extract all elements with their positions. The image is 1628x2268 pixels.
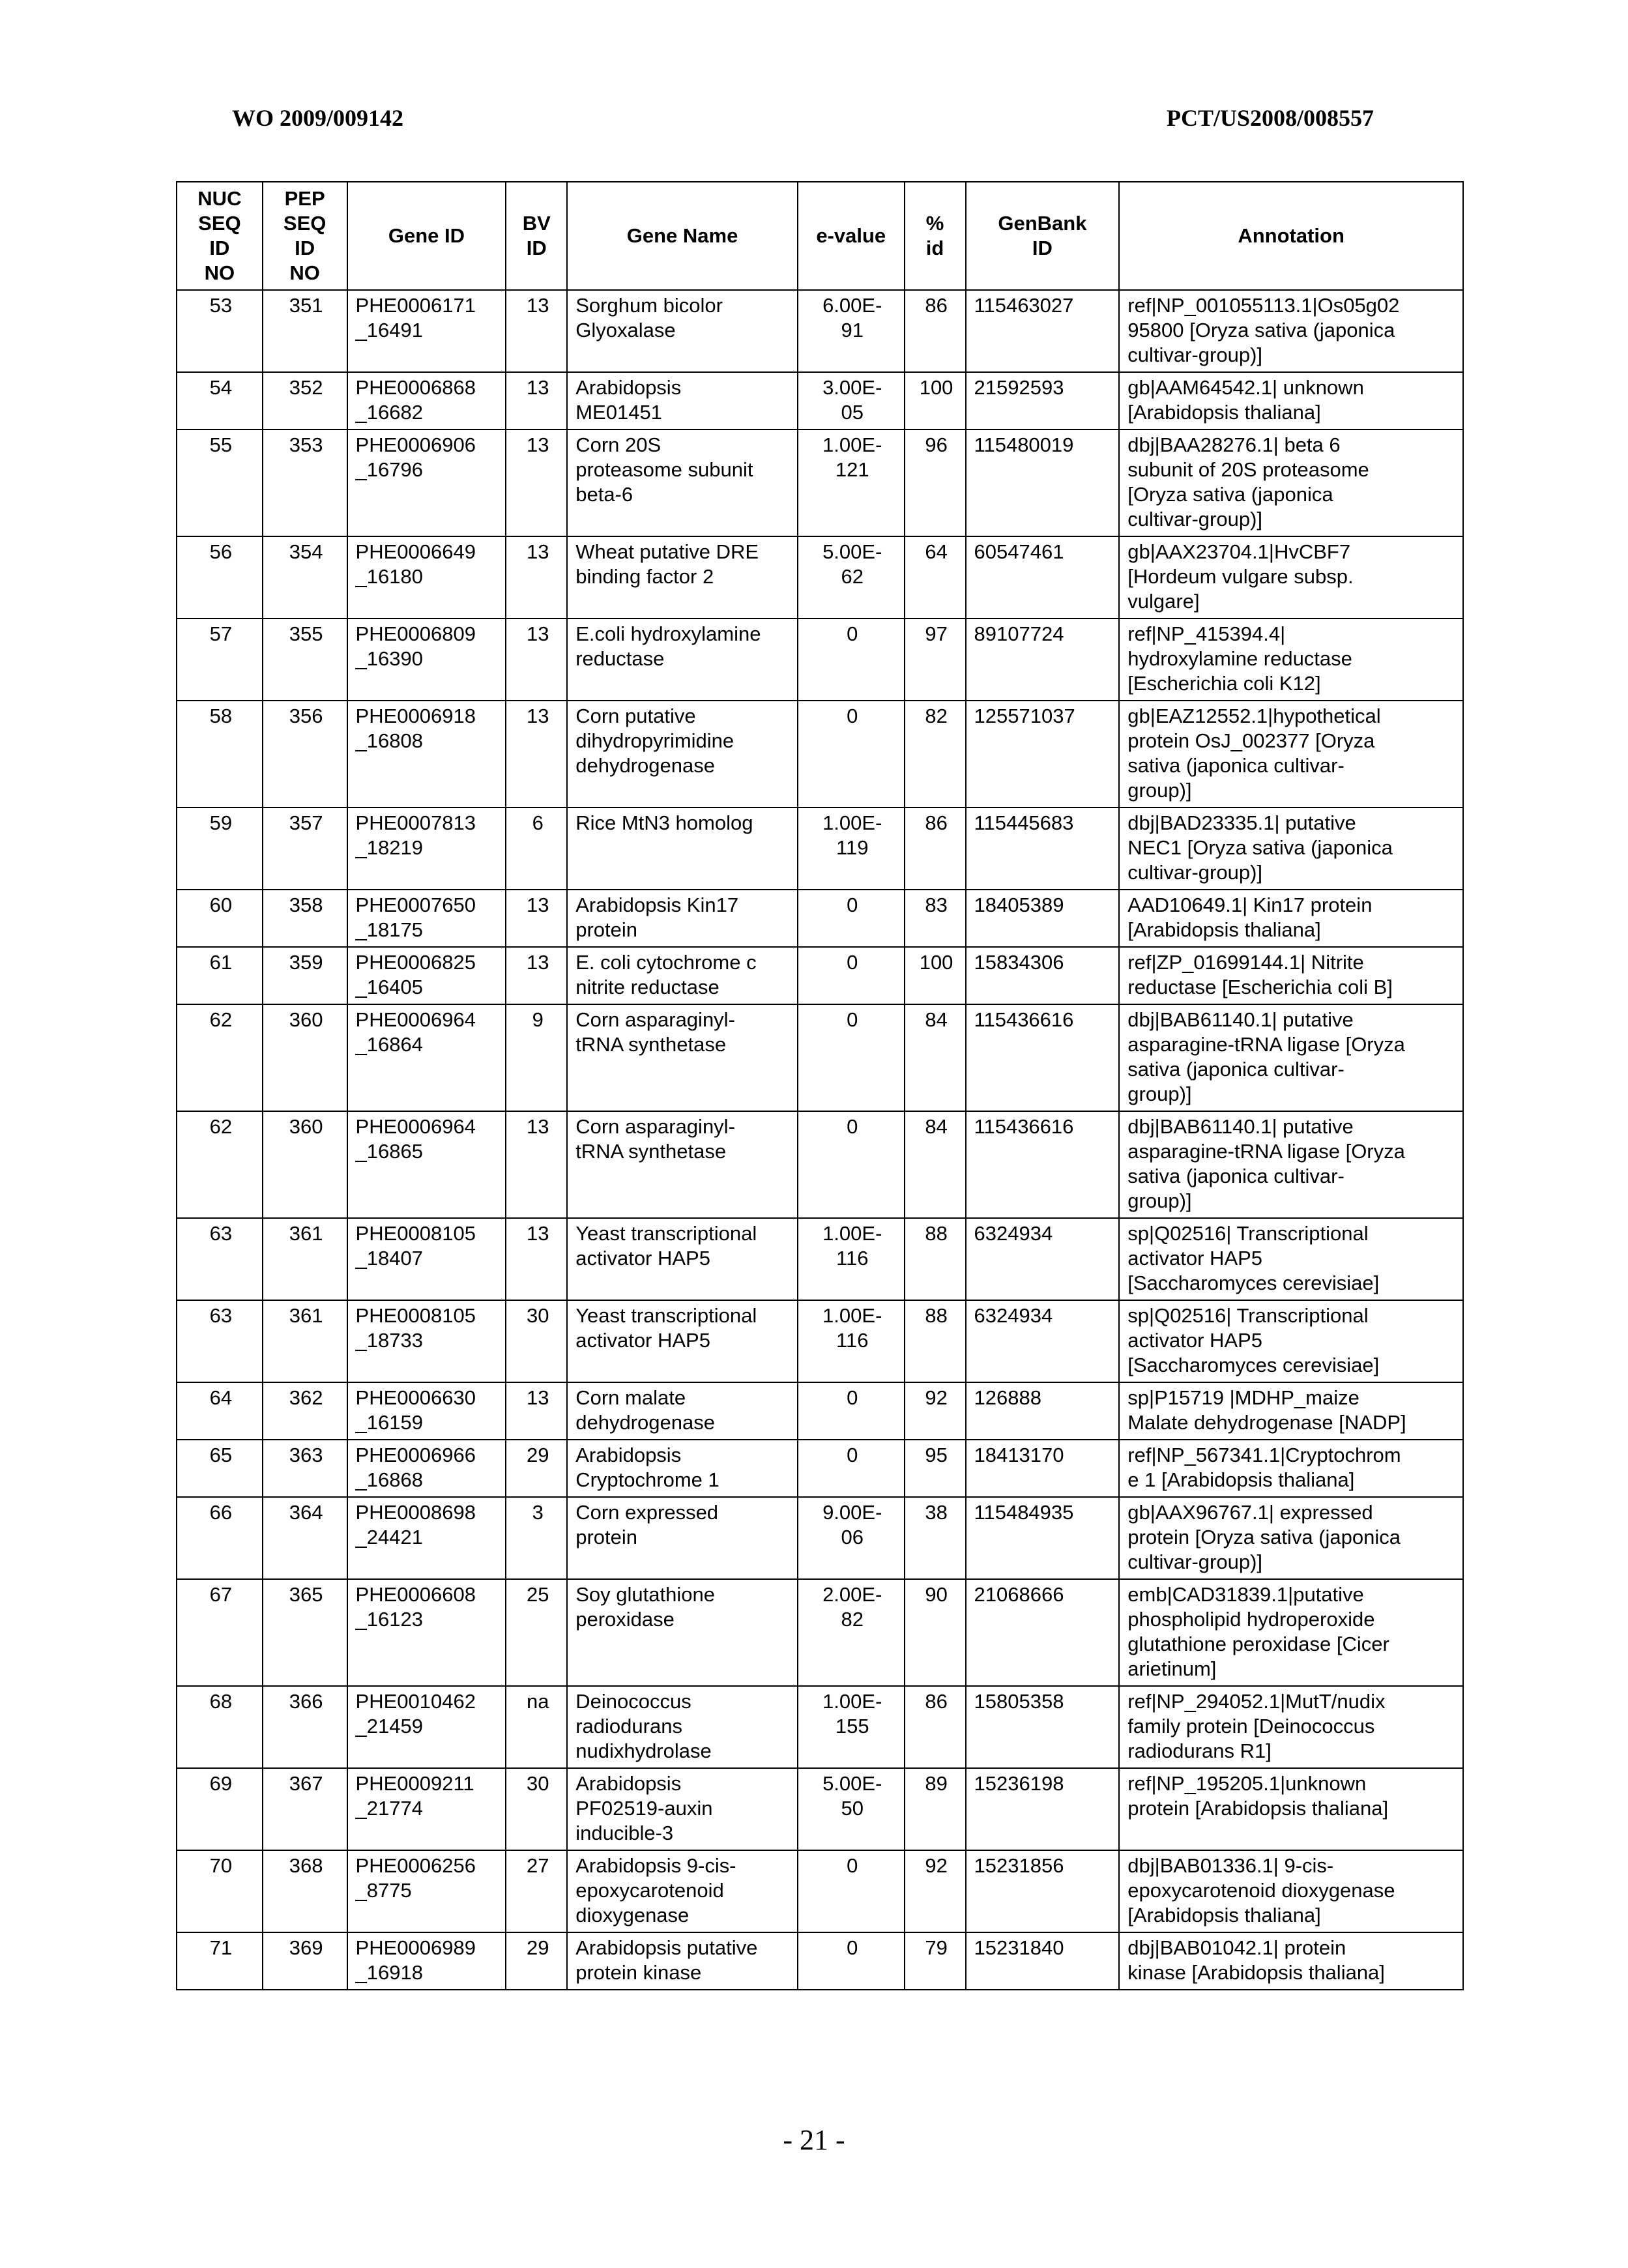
cell-gene-id: PHE0006868 _16682 <box>347 372 506 429</box>
cell-pep-seq-id: 356 <box>263 701 347 807</box>
cell-nuc-seq-id: 70 <box>177 1850 263 1932</box>
cell-pep-seq-id: 360 <box>263 1111 347 1218</box>
cell-pep-seq-id: 357 <box>263 807 347 890</box>
cell-bv-id: 13 <box>506 429 567 536</box>
cell-gene-name: E.coli hydroxylamine reductase <box>567 618 798 701</box>
cell-pep-seq-id: 358 <box>263 890 347 947</box>
cell-bv-id: 13 <box>506 947 567 1004</box>
col-header-genbank-id: GenBank ID <box>966 182 1120 290</box>
cell-percent-id: 64 <box>905 536 966 618</box>
cell-nuc-seq-id: 54 <box>177 372 263 429</box>
cell-gene-id: PHE0008105 _18407 <box>347 1218 506 1300</box>
cell-gene-name: Corn 20S proteasome subunit beta-6 <box>567 429 798 536</box>
cell-gene-id: PHE0006906 _16796 <box>347 429 506 536</box>
table-row <box>177 1686 1463 1768</box>
cell-genbank-id: 6324934 <box>966 1218 1120 1300</box>
cell-percent-id: 96 <box>905 429 966 536</box>
table-row <box>177 1768 1463 1850</box>
cell-e-value: 0 <box>798 1932 905 1990</box>
col-header-e-value: e-value <box>798 182 905 290</box>
cell-gene-name: Wheat putative DRE binding factor 2 <box>567 536 798 618</box>
cell-e-value: 0 <box>798 1440 905 1497</box>
cell-e-value: 0 <box>798 947 905 1004</box>
cell-pep-seq-id: 355 <box>263 618 347 701</box>
cell-bv-id: 13 <box>506 618 567 701</box>
cell-genbank-id: 60547461 <box>966 536 1120 618</box>
cell-annotation: ref|NP_294052.1|MutT/nudix family protein [Deinococcus radiodurans R1] <box>1119 1686 1463 1768</box>
cell-percent-id: 92 <box>905 1850 966 1932</box>
col-header-bv-id: BV ID <box>506 182 567 290</box>
cell-gene-name: Rice MtN3 homolog <box>567 807 798 890</box>
cell-gene-id: PHE0006964 _16865 <box>347 1111 506 1218</box>
cell-gene-id: PHE0008105 _18733 <box>347 1300 506 1382</box>
cell-gene-id: PHE0006825 _16405 <box>347 947 506 1004</box>
cell-gene-name: Corn asparaginyl- tRNA synthetase <box>567 1111 798 1218</box>
cell-pep-seq-id: 366 <box>263 1686 347 1768</box>
cell-nuc-seq-id: 61 <box>177 947 263 1004</box>
cell-gene-id: PHE0006918 _16808 <box>347 701 506 807</box>
cell-percent-id: 89 <box>905 1768 966 1850</box>
cell-annotation: ref|NP_567341.1|Cryptochrom e 1 [Arabidopsis thaliana] <box>1119 1440 1463 1497</box>
cell-e-value: 2.00E- 82 <box>798 1579 905 1686</box>
cell-percent-id: 83 <box>905 890 966 947</box>
col-header-gene-name: Gene Name <box>567 182 798 290</box>
cell-percent-id: 86 <box>905 290 966 372</box>
table-row <box>177 1218 1463 1300</box>
table-row <box>177 1300 1463 1382</box>
cell-annotation: gb|AAX23704.1|HvCBF7 [Hordeum vulgare subsp. vulgare] <box>1119 536 1463 618</box>
cell-nuc-seq-id: 53 <box>177 290 263 372</box>
table-row <box>177 1579 1463 1686</box>
cell-annotation: gb|EAZ12552.1|hypothetical protein OsJ_002377 [Oryza sativa (japonica cultivar- group)] <box>1119 701 1463 807</box>
cell-gene-name: Soy glutathione peroxidase <box>567 1579 798 1686</box>
cell-nuc-seq-id: 56 <box>177 536 263 618</box>
cell-gene-id: PHE0006649 _16180 <box>347 536 506 618</box>
cell-bv-id: 13 <box>506 1218 567 1300</box>
cell-pep-seq-id: 362 <box>263 1382 347 1440</box>
cell-bv-id: 30 <box>506 1768 567 1850</box>
cell-gene-name: Corn malate dehydrogenase <box>567 1382 798 1440</box>
cell-nuc-seq-id: 59 <box>177 807 263 890</box>
cell-percent-id: 82 <box>905 701 966 807</box>
cell-genbank-id: 15231856 <box>966 1850 1120 1932</box>
cell-pep-seq-id: 364 <box>263 1497 347 1579</box>
cell-bv-id: 29 <box>506 1440 567 1497</box>
cell-genbank-id: 6324934 <box>966 1300 1120 1382</box>
cell-annotation: gb|AAM64542.1| unknown [Arabidopsis thaliana] <box>1119 372 1463 429</box>
table-row <box>177 1004 1463 1111</box>
cell-e-value: 6.00E- 91 <box>798 290 905 372</box>
cell-bv-id: 27 <box>506 1850 567 1932</box>
cell-e-value: 1.00E- 116 <box>798 1218 905 1300</box>
cell-bv-id: 6 <box>506 807 567 890</box>
cell-e-value: 1.00E- 116 <box>798 1300 905 1382</box>
cell-annotation: ref|NP_415394.4| hydroxylamine reductase [Escherichia coli K12] <box>1119 618 1463 701</box>
cell-percent-id: 88 <box>905 1300 966 1382</box>
cell-gene-name: Arabidopsis putative protein kinase <box>567 1932 798 1990</box>
cell-genbank-id: 15834306 <box>966 947 1120 1004</box>
cell-bv-id: 13 <box>506 701 567 807</box>
cell-gene-name: Sorghum bicolor Glyoxalase <box>567 290 798 372</box>
cell-genbank-id: 21592593 <box>966 372 1120 429</box>
cell-annotation: dbj|BAB01042.1| protein kinase [Arabidopsis thaliana] <box>1119 1932 1463 1990</box>
cell-pep-seq-id: 363 <box>263 1440 347 1497</box>
cell-annotation: ref|ZP_01699144.1| Nitrite reductase [Escherichia coli B] <box>1119 947 1463 1004</box>
cell-pep-seq-id: 367 <box>263 1768 347 1850</box>
cell-annotation: dbj|BAD23335.1| putative NEC1 [Oryza sativa (japonica cultivar-group)] <box>1119 807 1463 890</box>
cell-annotation: dbj|BAB61140.1| putative asparagine-tRNA ligase [Oryza sativa (japonica cultivar- group)] <box>1119 1111 1463 1218</box>
cell-bv-id: 13 <box>506 1382 567 1440</box>
cell-gene-id: PHE0007813 _18219 <box>347 807 506 890</box>
cell-annotation: ref|NP_195205.1|unknown protein [Arabidopsis thaliana] <box>1119 1768 1463 1850</box>
cell-gene-name: Arabidopsis Cryptochrome 1 <box>567 1440 798 1497</box>
cell-gene-name: Arabidopsis 9-cis- epoxycarotenoid dioxygenase <box>567 1850 798 1932</box>
cell-nuc-seq-id: 67 <box>177 1579 263 1686</box>
cell-percent-id: 86 <box>905 807 966 890</box>
cell-gene-name: Yeast transcriptional activator HAP5 <box>567 1300 798 1382</box>
cell-bv-id: 25 <box>506 1579 567 1686</box>
cell-bv-id: na <box>506 1686 567 1768</box>
cell-percent-id: 100 <box>905 372 966 429</box>
cell-percent-id: 79 <box>905 1932 966 1990</box>
cell-percent-id: 97 <box>905 618 966 701</box>
cell-annotation: ref|NP_001055113.1|Os05g02 95800 [Oryza sativa (japonica cultivar-group)] <box>1119 290 1463 372</box>
table-row <box>177 290 1463 372</box>
table-row <box>177 429 1463 536</box>
cell-nuc-seq-id: 68 <box>177 1686 263 1768</box>
table-row <box>177 1932 1463 1990</box>
cell-pep-seq-id: 360 <box>263 1004 347 1111</box>
cell-gene-id: PHE0006608 _16123 <box>347 1579 506 1686</box>
cell-bv-id: 9 <box>506 1004 567 1111</box>
table-row <box>177 1382 1463 1440</box>
cell-gene-name: Corn asparaginyl- tRNA synthetase <box>567 1004 798 1111</box>
col-header-annotation: Annotation <box>1119 182 1463 290</box>
cell-genbank-id: 115436616 <box>966 1004 1120 1111</box>
sequence-table <box>176 181 1464 1990</box>
cell-annotation: dbj|BAB01336.1| 9-cis- epoxycarotenoid dioxygenase [Arabidopsis thaliana] <box>1119 1850 1463 1932</box>
cell-gene-name: Corn putative dihydropyrimidine dehydrogenase <box>567 701 798 807</box>
table-row <box>177 807 1463 890</box>
cell-annotation: emb|CAD31839.1|putative phospholipid hydroperoxide glutathione peroxidase [Cicer arietinum] <box>1119 1579 1463 1686</box>
cell-bv-id: 13 <box>506 536 567 618</box>
cell-gene-id: PHE0010462 _21459 <box>347 1686 506 1768</box>
cell-e-value: 3.00E- 05 <box>798 372 905 429</box>
cell-genbank-id: 21068666 <box>966 1579 1120 1686</box>
cell-genbank-id: 126888 <box>966 1382 1120 1440</box>
cell-e-value: 0 <box>798 1850 905 1932</box>
cell-e-value: 9.00E- 06 <box>798 1497 905 1579</box>
table-row <box>177 1111 1463 1218</box>
cell-nuc-seq-id: 57 <box>177 618 263 701</box>
cell-gene-id: PHE0006630 _16159 <box>347 1382 506 1440</box>
cell-bv-id: 13 <box>506 372 567 429</box>
table-row <box>177 1497 1463 1579</box>
cell-genbank-id: 15231840 <box>966 1932 1120 1990</box>
cell-percent-id: 86 <box>905 1686 966 1768</box>
cell-pep-seq-id: 354 <box>263 536 347 618</box>
cell-annotation: dbj|BAB61140.1| putative asparagine-tRNA ligase [Oryza sativa (japonica cultivar- group)] <box>1119 1004 1463 1111</box>
cell-genbank-id: 115436616 <box>966 1111 1120 1218</box>
cell-pep-seq-id: 361 <box>263 1218 347 1300</box>
cell-gene-id: PHE0006171 _16491 <box>347 290 506 372</box>
cell-annotation: dbj|BAA28276.1| beta 6 subunit of 20S proteasome [Oryza sativa (japonica cultivar-group)] <box>1119 429 1463 536</box>
cell-e-value: 5.00E- 62 <box>798 536 905 618</box>
cell-bv-id: 13 <box>506 1111 567 1218</box>
cell-percent-id: 38 <box>905 1497 966 1579</box>
cell-gene-name: E. coli cytochrome c nitrite reductase <box>567 947 798 1004</box>
cell-e-value: 1.00E- 121 <box>798 429 905 536</box>
cell-gene-name: Arabidopsis PF02519-auxin inducible-3 <box>567 1768 798 1850</box>
table-row <box>177 890 1463 947</box>
cell-gene-name: Deinococcus radiodurans nudixhydrolase <box>567 1686 798 1768</box>
cell-e-value: 1.00E- 119 <box>798 807 905 890</box>
cell-e-value: 0 <box>798 890 905 947</box>
cell-percent-id: 92 <box>905 1382 966 1440</box>
cell-bv-id: 30 <box>506 1300 567 1382</box>
cell-pep-seq-id: 368 <box>263 1850 347 1932</box>
table-body <box>177 290 1463 1990</box>
cell-pep-seq-id: 352 <box>263 372 347 429</box>
cell-bv-id: 13 <box>506 890 567 947</box>
cell-e-value: 0 <box>798 1004 905 1111</box>
cell-e-value: 5.00E- 50 <box>798 1768 905 1850</box>
table-header-row <box>177 182 1463 290</box>
cell-bv-id: 3 <box>506 1497 567 1579</box>
cell-annotation: gb|AAX96767.1| expressed protein [Oryza sativa (japonica cultivar-group)] <box>1119 1497 1463 1579</box>
cell-genbank-id: 115480019 <box>966 429 1120 536</box>
cell-genbank-id: 89107724 <box>966 618 1120 701</box>
cell-gene-name: Arabidopsis Kin17 protein <box>567 890 798 947</box>
cell-annotation: AAD10649.1| Kin17 protein [Arabidopsis thaliana] <box>1119 890 1463 947</box>
cell-nuc-seq-id: 64 <box>177 1382 263 1440</box>
cell-gene-id: PHE0006989 _16918 <box>347 1932 506 1990</box>
cell-genbank-id: 115463027 <box>966 290 1120 372</box>
cell-gene-id: PHE0006964 _16864 <box>347 1004 506 1111</box>
cell-nuc-seq-id: 63 <box>177 1218 263 1300</box>
cell-gene-name: Yeast transcriptional activator HAP5 <box>567 1218 798 1300</box>
cell-e-value: 0 <box>798 618 905 701</box>
cell-pep-seq-id: 369 <box>263 1932 347 1990</box>
cell-pep-seq-id: 353 <box>263 429 347 536</box>
cell-genbank-id: 115445683 <box>966 807 1120 890</box>
cell-e-value: 0 <box>798 1111 905 1218</box>
cell-pep-seq-id: 359 <box>263 947 347 1004</box>
cell-e-value: 0 <box>798 1382 905 1440</box>
cell-percent-id: 84 <box>905 1004 966 1111</box>
cell-nuc-seq-id: 66 <box>177 1497 263 1579</box>
cell-pep-seq-id: 365 <box>263 1579 347 1686</box>
cell-percent-id: 90 <box>905 1579 966 1686</box>
cell-pep-seq-id: 361 <box>263 1300 347 1382</box>
cell-gene-id: PHE0006809 _16390 <box>347 618 506 701</box>
col-header-pep-seq-id: PEP SEQ ID NO <box>263 182 347 290</box>
cell-percent-id: 88 <box>905 1218 966 1300</box>
cell-gene-id: PHE0008698 _24421 <box>347 1497 506 1579</box>
cell-percent-id: 95 <box>905 1440 966 1497</box>
cell-annotation: sp|P15719 |MDHP_maize Malate dehydrogenase [NADP] <box>1119 1382 1463 1440</box>
cell-percent-id: 100 <box>905 947 966 1004</box>
cell-nuc-seq-id: 60 <box>177 890 263 947</box>
table-row <box>177 618 1463 701</box>
application-number: PCT/US2008/008557 <box>1166 105 1374 131</box>
cell-nuc-seq-id: 71 <box>177 1932 263 1990</box>
table-row <box>177 701 1463 807</box>
publication-number: WO 2009/009142 <box>232 105 404 131</box>
cell-gene-id: PHE0009211 _21774 <box>347 1768 506 1850</box>
cell-genbank-id: 18413170 <box>966 1440 1120 1497</box>
cell-bv-id: 13 <box>506 290 567 372</box>
cell-nuc-seq-id: 62 <box>177 1004 263 1111</box>
table-row <box>177 536 1463 618</box>
cell-genbank-id: 15236198 <box>966 1768 1120 1850</box>
col-header-gene-id: Gene ID <box>347 182 506 290</box>
col-header-percent-id: % id <box>905 182 966 290</box>
cell-nuc-seq-id: 58 <box>177 701 263 807</box>
cell-annotation: sp|Q02516| Transcriptional activator HAP5 [Saccharomyces cerevisiae] <box>1119 1218 1463 1300</box>
cell-nuc-seq-id: 65 <box>177 1440 263 1497</box>
col-header-nuc-seq-id: NUC SEQ ID NO <box>177 182 263 290</box>
table-row <box>177 947 1463 1004</box>
cell-annotation: sp|Q02516| Transcriptional activator HAP5 [Saccharomyces cerevisiae] <box>1119 1300 1463 1382</box>
cell-gene-id: PHE0006966 _16868 <box>347 1440 506 1497</box>
cell-pep-seq-id: 351 <box>263 290 347 372</box>
cell-nuc-seq-id: 69 <box>177 1768 263 1850</box>
cell-genbank-id: 15805358 <box>966 1686 1120 1768</box>
cell-genbank-id: 18405389 <box>966 890 1120 947</box>
cell-gene-name: Arabidopsis ME01451 <box>567 372 798 429</box>
cell-nuc-seq-id: 62 <box>177 1111 263 1218</box>
table-row <box>177 1440 1463 1497</box>
page-number: - 21 - <box>783 2124 845 2156</box>
cell-gene-name: Corn expressed protein <box>567 1497 798 1579</box>
cell-percent-id: 84 <box>905 1111 966 1218</box>
cell-gene-id: PHE0007650 _18175 <box>347 890 506 947</box>
cell-e-value: 0 <box>798 701 905 807</box>
cell-genbank-id: 125571037 <box>966 701 1120 807</box>
cell-nuc-seq-id: 55 <box>177 429 263 536</box>
cell-genbank-id: 115484935 <box>966 1497 1120 1579</box>
cell-e-value: 1.00E- 155 <box>798 1686 905 1768</box>
table-row <box>177 372 1463 429</box>
cell-bv-id: 29 <box>506 1932 567 1990</box>
table-row <box>177 1850 1463 1932</box>
cell-nuc-seq-id: 63 <box>177 1300 263 1382</box>
cell-gene-id: PHE0006256 _8775 <box>347 1850 506 1932</box>
